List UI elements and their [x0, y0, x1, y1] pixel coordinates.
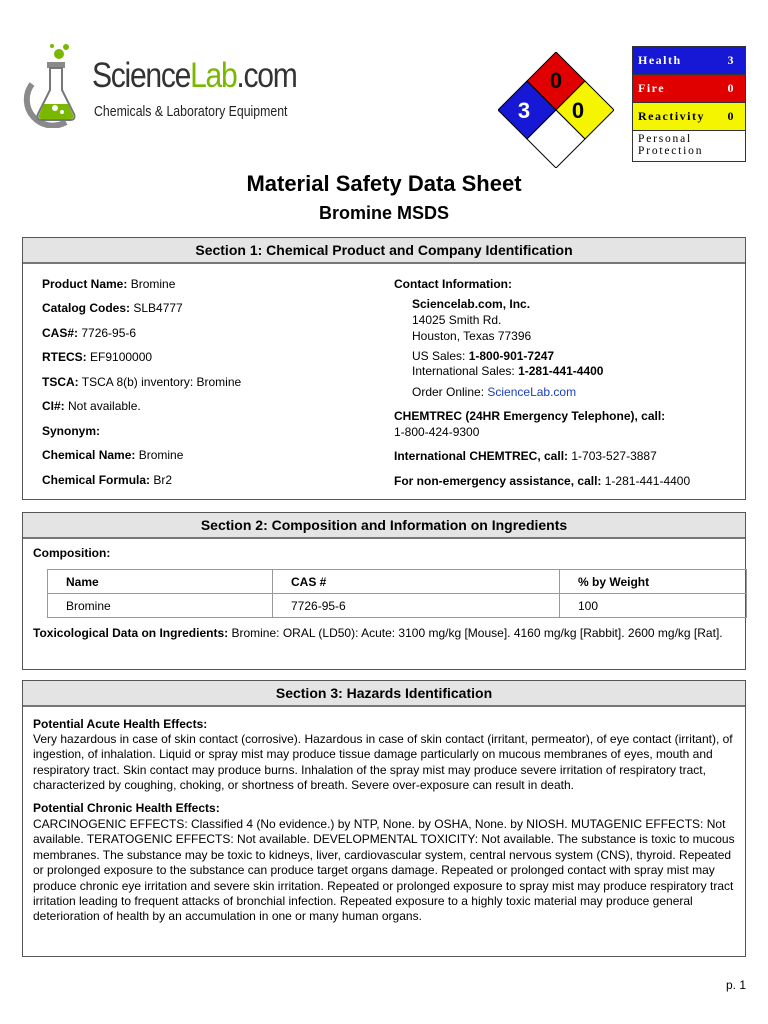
order-online: Order Online: ScienceLab.com — [412, 385, 577, 399]
table-header-weight: % by Weight — [560, 570, 747, 594]
logo-wordmark: ScienceLab.com — [92, 56, 297, 95]
field-cas: CAS#: 7726-95-6 — [42, 326, 137, 340]
page-title: Material Safety Data Sheet — [246, 171, 522, 196]
field-rtecs: RTECS: EF9100000 — [42, 350, 153, 364]
chronic-effects-text: CARCINOGENIC EFFECTS: Classified 4 (No evidence.) by NTP, None. by OSHA, None. by NIOSH. MUTAGENIC EFFECTS: Not available. TERATOGENIC EFFECTS: Not available. DEVELOPMENTAL TOXICITY: Not available. The substance is toxic to mucous membranes. The substance may be toxic to kidneys, liver, cardiovascular system, central nervous system (CNS), thyroid. Repeated or prolonged exposure to the substance can produce target organs damage. Repeated or prolonged contact with spray mist may produce chronic eye irritation and severe skin irritation. Repeated or prolonged exposure to spray mist may produce respiratory tract irritation leading to frequent attacks of bronchial infection. Repeated exposure to a highly toxic material may produce general deterioration of health by an accumulation in one or many human organs. — [33, 817, 735, 924]
table-header-cas: CAS # — [273, 570, 560, 594]
hazard-health-row: Health 3 — [633, 47, 745, 75]
acute-effects-text: Very hazardous in case of skin contact (corrosive). Hazardous in case of skin contact (irritant, permeator), of eye contact (irritant), of ingestion, of inhalation. Liquid or spray mist may produce tissue damage particularly on mucous membranes of eyes, mouth and respiratory tract. Skin contact may produce burns. Inhalation of the spray mist may produce severe irritation of respiratory tract, characterized by coughing, choking, or shortness of breath. Severe over-exposure can result in death. — [33, 732, 733, 793]
field-chemical-formula: Chemical Formula: Br2 — [42, 473, 173, 487]
hazard-ppe-row: Personal Protection — [638, 133, 704, 157]
field-catalog-codes: Catalog Codes: SLB4777 — [42, 301, 183, 315]
composition-label: Composition: — [33, 546, 111, 560]
company-name: Sciencelab.com, Inc. — [412, 297, 531, 311]
nfpa-fire-value: 0 — [549, 68, 563, 93]
field-synonym: Synonym: — [42, 424, 101, 438]
flask-icon — [22, 44, 88, 128]
contact-heading: Contact Information: — [394, 277, 512, 291]
nfpa-health-value: 3 — [517, 98, 531, 123]
section-1 — [22, 237, 746, 500]
nfpa-reactivity-value: 0 — [571, 98, 585, 123]
international-sales: International Sales: 1-281-441-4400 — [412, 364, 604, 378]
sciencelab-logo — [22, 44, 322, 128]
chemtrec-label: CHEMTREC (24HR Emergency Telephone), call: — [394, 409, 666, 423]
field-tsca: TSCA: TSCA 8(b) inventory: Bromine — [42, 375, 242, 389]
table-cell: 7726-95-6 — [273, 594, 560, 618]
acute-effects-label: Potential Acute Health Effects: — [33, 717, 208, 731]
sciencelab-link[interactable]: ScienceLab.com — [487, 385, 577, 399]
chemtrec-phone: 1-800-424-9300 — [394, 425, 480, 439]
section-3-heading: Section 3: Hazards Identification — [23, 681, 745, 707]
table-header-name: Name — [48, 570, 273, 594]
section-2-heading: Section 2: Composition and Information on Ingredients — [23, 513, 745, 539]
nfpa-diamond — [498, 52, 614, 168]
hazard-reactivity-row: Reactivity 0 — [633, 103, 745, 131]
composition-table — [47, 569, 747, 618]
hazard-rating-box — [632, 46, 746, 162]
international-chemtrec: International CHEMTREC, call: 1-703-527-3887 — [394, 449, 657, 463]
field-product-name: Product Name: Bromine — [42, 277, 176, 291]
address-line-1: 14025 Smith Rd. — [412, 313, 502, 327]
page-subtitle: Bromine MSDS — [318, 203, 450, 223]
section-3 — [22, 680, 746, 957]
hazard-fire-row: Fire 0 — [633, 75, 745, 103]
us-sales: US Sales: 1-800-901-7247 — [412, 349, 555, 363]
section-2 — [22, 512, 746, 670]
field-ci: CI#: Not available. — [42, 399, 141, 413]
field-chemical-name: Chemical Name: Bromine — [42, 448, 184, 462]
table-row — [48, 594, 747, 618]
toxicological-data: Toxicological Data on Ingredients: Bromine: ORAL (LD50): Acute: 3100 mg/kg [Mouse]. 4160 mg/kg [Rabbit]. 2600 mg/kg [Rat]. — [33, 626, 723, 640]
table-cell: 100 — [560, 594, 747, 618]
page-number: p. 1 — [725, 978, 746, 992]
logo-subtitle: Chemicals & Laboratory Equipment — [94, 103, 288, 120]
non-emergency-contact: For non-emergency assistance, call: 1-281-441-4400 — [394, 474, 691, 488]
table-header-row — [48, 570, 747, 594]
chronic-effects-label: Potential Chronic Health Effects: — [33, 801, 220, 815]
section-1-heading: Section 1: Chemical Product and Company Identification — [23, 238, 745, 264]
address-line-2: Houston, Texas 77396 — [412, 329, 532, 343]
table-cell: Bromine — [48, 594, 273, 618]
